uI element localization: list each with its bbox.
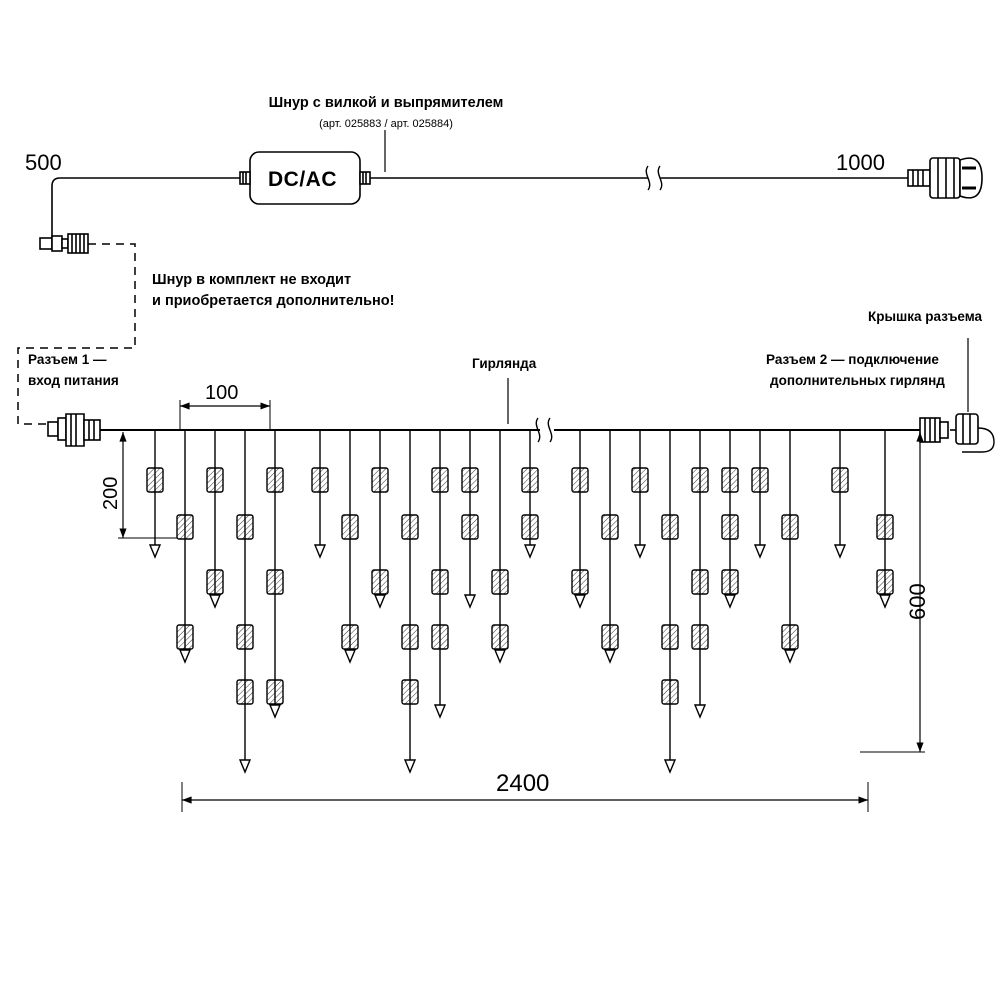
garland-label: Гирлянда: [472, 356, 537, 371]
dimension-drop-long: 600: [905, 583, 930, 620]
connector-2-label-line1: Разъем 2 — подключение: [766, 352, 939, 367]
dimension-total-width: 2400: [496, 770, 550, 797]
connector-cap-label: Крышка разъема: [868, 309, 983, 324]
connector-1: [48, 414, 100, 446]
dimension-spacing: 100: [205, 382, 239, 404]
dimension-drop-short: 200: [100, 476, 122, 510]
not-included-note-line1: Шнур в комплект не входит: [152, 272, 352, 288]
cord-male-connector: [40, 234, 88, 253]
connector-2-label-line2: дополнительных гирлянд: [770, 373, 945, 388]
wall-plug: [908, 158, 982, 198]
power-cord-label: Шнур с вилкой и выпрямителем: [268, 95, 504, 111]
connector-1-label-line1: Разъем 1 —: [28, 352, 107, 367]
connector-2: [920, 414, 994, 452]
dimension-cord-right: 1000: [836, 150, 885, 175]
power-cord-article-label: (арт. 025883 / арт. 025884): [319, 118, 453, 130]
connector-1-label-line2: вход питания: [28, 373, 119, 388]
not-included-note-line2: и приобретается дополнительно!: [152, 293, 395, 309]
dimension-cord-left: 500: [25, 150, 62, 175]
transformer-label: DC/AC: [268, 168, 337, 191]
icicle-strands: [147, 430, 893, 772]
